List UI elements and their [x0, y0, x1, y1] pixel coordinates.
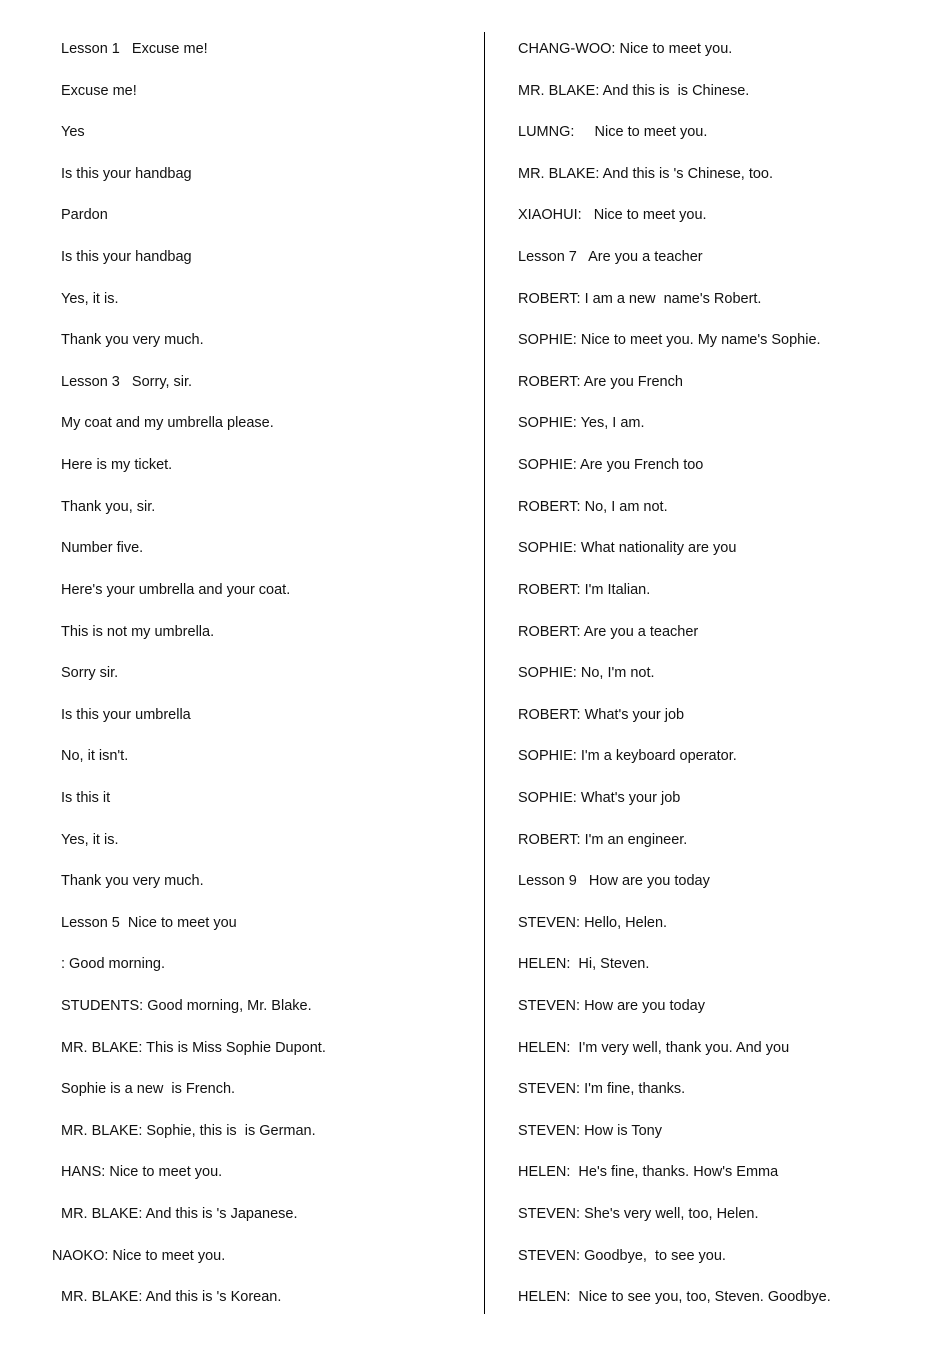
right-column [518, 38, 938, 1328]
text-line: SOPHIE: Are you French too [518, 457, 704, 474]
lesson-7-heading: Lesson 7 Are you a teacher [518, 249, 703, 266]
text-line: CHANG-WOO: Nice to meet you. [518, 41, 733, 57]
text-line: HELEN: I'm very well, thank you. And you [518, 1039, 790, 1056]
text-line: Thank you very much. [61, 873, 204, 890]
text-line: STEVEN: How is Tony [518, 1122, 662, 1139]
column-divider [484, 32, 485, 1314]
lesson-5-heading: Lesson 5 Nice to meet you [61, 914, 237, 931]
text-line: Yes, it is. [61, 290, 119, 307]
text-line: This is not my umbrella. [61, 623, 215, 640]
text-line: MR. BLAKE: And this is 's Chinese, too. [518, 165, 774, 182]
text-line: STEVEN: She's very well, too, Helen. [518, 1206, 759, 1223]
text-line: SOPHIE: What's your job [518, 789, 681, 806]
text-line: ROBERT: I'm Italian. [518, 581, 651, 598]
text-line: NAOKO: Nice to meet you. [52, 1247, 226, 1264]
text-line: STEVEN: I'm fine, thanks. [518, 1081, 686, 1098]
text-line: Is this your handbag [61, 165, 192, 182]
text-line: Yes [61, 124, 85, 141]
text-line: My coat and my umbrella please. [61, 415, 274, 432]
text-line: HELEN: Nice to see you, too, Steven. Goodbye. [518, 1289, 831, 1306]
text-line: MR. BLAKE: And this is 's Korean. [61, 1289, 282, 1306]
text-line: Pardon [61, 207, 108, 224]
left-column [52, 38, 471, 1328]
text-line: Excuse me! [61, 82, 137, 99]
text-line: Is this your umbrella [61, 706, 191, 723]
lesson-9-heading: Lesson 9 How are you today [518, 873, 710, 890]
text-line: No, it isn't. [61, 748, 129, 765]
text-line: : Good morning. [61, 956, 165, 973]
text-line: LUMNG: Nice to meet you. [518, 124, 708, 141]
text-line: XIAOHUI: Nice to meet you. [518, 207, 707, 224]
lesson-1-heading: Lesson 1 Excuse me! [61, 41, 208, 57]
text-line: ROBERT: No, I am not. [518, 498, 668, 515]
text-line: STEVEN: How are you today [518, 998, 705, 1015]
text-line: ROBERT: I am a new name's Robert. [518, 290, 762, 307]
text-line: ROBERT: Are you a teacher [518, 623, 699, 640]
text-line: HELEN: He's fine, thanks. How's Emma [518, 1164, 779, 1181]
text-line: Thank you very much. [61, 332, 204, 349]
text-line: SOPHIE: Nice to meet you. My name's Sophie. [518, 332, 821, 349]
lesson-3-heading: Lesson 3 Sorry, sir. [61, 373, 193, 390]
text-line: Is this your handbag [61, 249, 192, 266]
text-line: Here's your umbrella and your coat. [61, 581, 291, 598]
text-line: SOPHIE: I'm a keyboard operator. [518, 748, 737, 765]
text-line: Sorry sir. [61, 665, 119, 682]
text-line: Yes, it is. [61, 831, 119, 848]
text-line: MR. BLAKE: Sophie, this is is German. [61, 1122, 316, 1139]
text-line: HANS: Nice to meet you. [61, 1164, 223, 1181]
text-line: Sophie is a new is French. [61, 1081, 236, 1098]
text-line: HELEN: Hi, Steven. [518, 956, 650, 973]
text-line: SOPHIE: What nationality are you [518, 540, 737, 557]
text-line: Thank you, sir. [61, 498, 156, 515]
text-line: MR. BLAKE: And this is is Chinese. [518, 82, 750, 99]
text-line: Is this it [61, 789, 111, 806]
text-line: Number five. [61, 540, 144, 557]
text-line: ROBERT: I'm an engineer. [518, 831, 688, 848]
text-line: MR. BLAKE: This is Miss Sophie Dupont. [61, 1039, 326, 1056]
text-line: ROBERT: What's your job [518, 706, 685, 723]
text-line: SOPHIE: Yes, I am. [518, 415, 645, 432]
text-line: SOPHIE: No, I'm not. [518, 665, 655, 682]
text-line: ROBERT: Are you French [518, 373, 683, 390]
text-line: MR. BLAKE: And this is 's Japanese. [61, 1206, 298, 1223]
text-line: STEVEN: Hello, Helen. [518, 914, 668, 931]
text-line: STEVEN: Goodbye, to see you. [518, 1247, 726, 1264]
text-line: Here is my ticket. [61, 457, 173, 474]
text-line: STUDENTS: Good morning, Mr. Blake. [61, 998, 312, 1015]
